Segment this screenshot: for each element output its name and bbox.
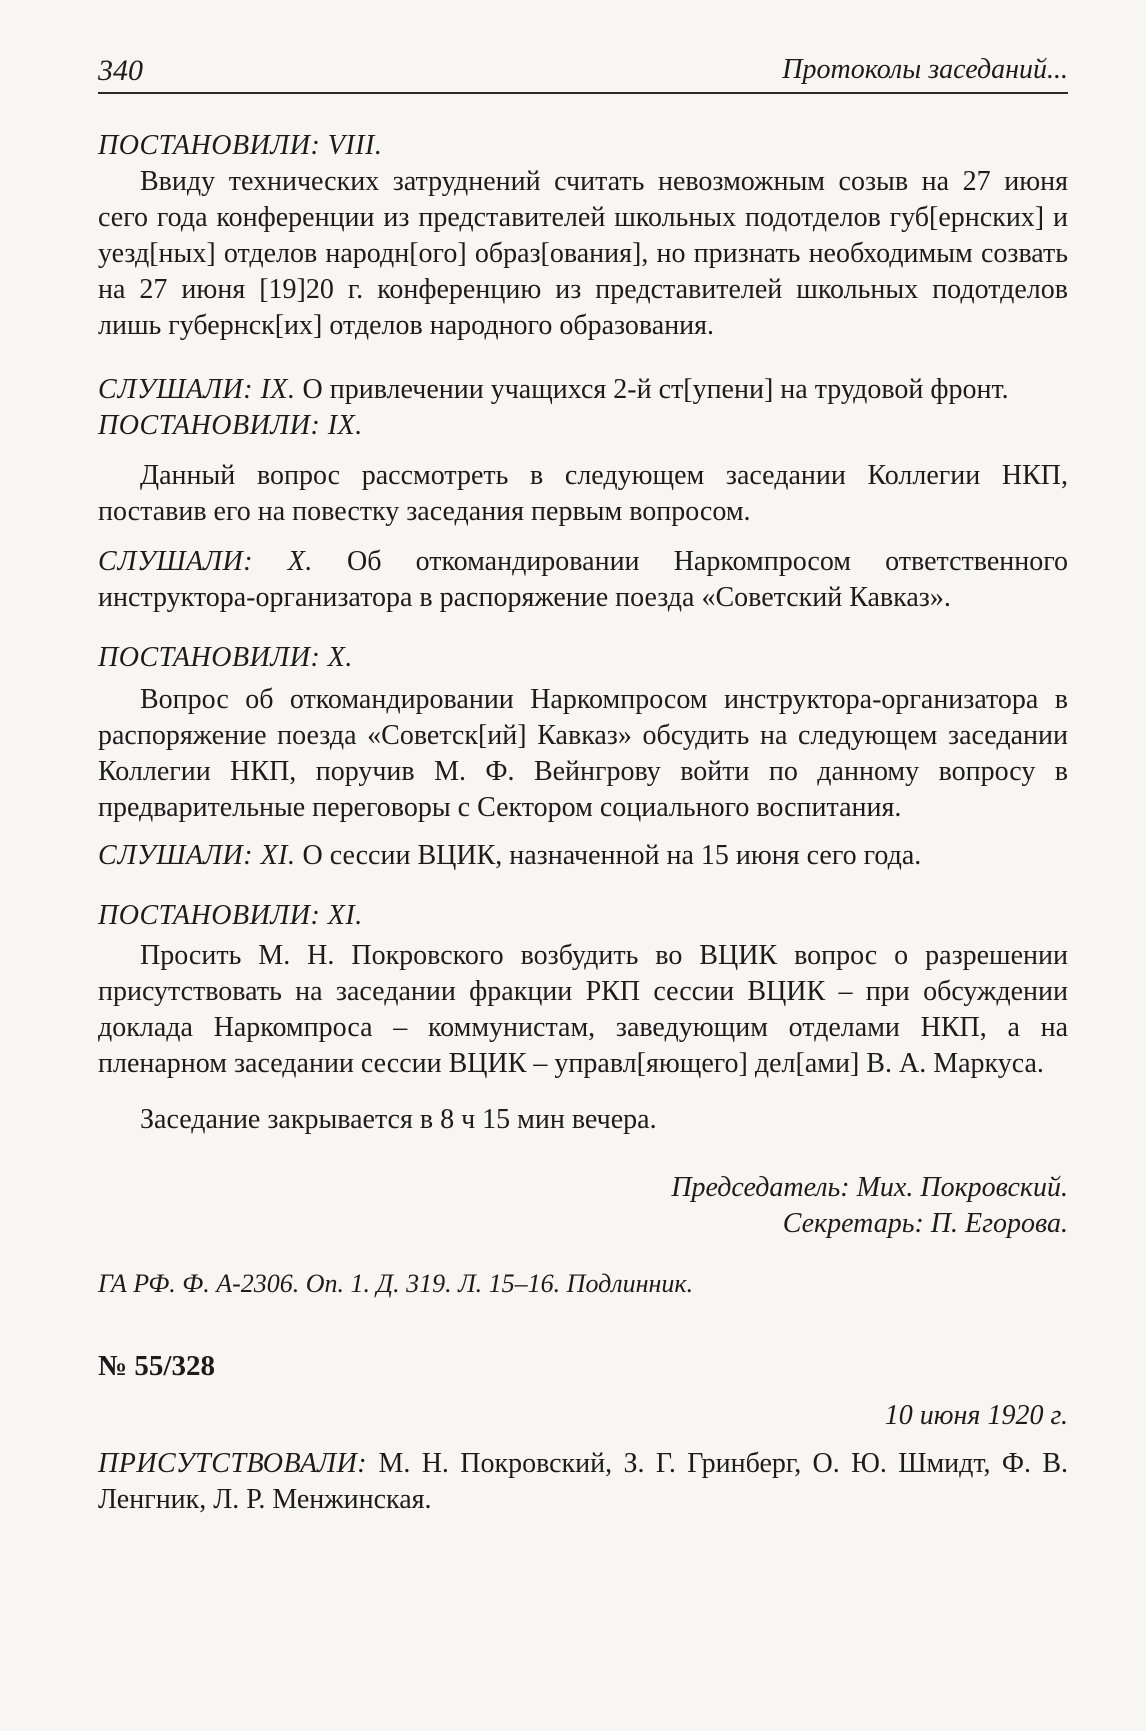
present-block: [98, 1446, 1068, 1518]
heard-10: [98, 544, 1068, 616]
resolved-text-8: Ввиду технических затруднений считать невозможным созыв на 27 июня сего года конференции из представителей школьных подотделов губ[ернских] и уезд[ных] отделов народн[ого] образ[ования], но признать необходимым созвать на 27 июня [19]20 г. конференцию из представителей школьных подотделов лишь губернск[их] отделов народного образования.: [98, 166, 1068, 341]
heard-text-10: Об откомандировании Наркомпросом ответственного инструктора-организатора в распоряжение поезда «Советский Кавказ».: [98, 546, 1068, 613]
secretary-signature: Секретарь: П. Егорова.: [782, 1208, 1068, 1239]
resolved-heading-8: ПОСТАНОВИЛИ: VIII.: [98, 130, 383, 161]
resolved-heading-9: ПОСТАНОВИЛИ: IX.: [98, 410, 363, 441]
chair-signature: Председатель: Мих. Покровский.: [671, 1172, 1068, 1203]
page-number: 340: [98, 54, 143, 87]
heard-label-11: СЛУШАЛИ: XI.: [98, 840, 296, 871]
present-text: М. Н. Покровский, З. Г. Гринберг, О. Ю. Шмидт, Ф. В. Ленгник, Л. Р. Менжинская.: [98, 1448, 1069, 1515]
document-number: № 55/328: [98, 1350, 215, 1382]
resolved-text-10: Вопрос об откомандировании Наркомпросом инструктора-организатора в распоряжение поезда «Советск[ий] Кавказ» обсудить на следующем заседании Коллегии НКП, поручив М. Ф. Вейнгрову войти по данному вопросу в предварительные переговоры с Сектором социального воспитания.: [98, 684, 1068, 823]
heard-11: [98, 838, 1068, 874]
running-title: Протоколы заседаний...: [782, 54, 1068, 85]
page-header: [98, 52, 1068, 94]
resolved-heading-11: ПОСТАНОВИЛИ: XI.: [98, 900, 363, 931]
heard-label-9: СЛУШАЛИ: IX.: [98, 374, 296, 405]
archive-source: ГА РФ. Ф. А-2306. Оп. 1. Д. 319. Л. 15–16. Подлинник.: [98, 1269, 694, 1298]
heard-text-11: О сессии ВЦИК, назначенной на 15 июня сего года.: [302, 840, 922, 871]
document-date: 10 июня 1920 г.: [884, 1400, 1068, 1431]
page-body: [98, 128, 1068, 1518]
heard-text-9: О привлечении учащихся 2-й ст[упени] на трудовой фронт.: [302, 374, 1009, 405]
present-label: ПРИСУТСТВОВАЛИ:: [98, 1448, 368, 1479]
closing-line: Заседание закрывается в 8 ч 15 мин вечера.: [140, 1104, 657, 1135]
heard-9: [98, 372, 1068, 408]
heard-label-10: СЛУШАЛИ: X.: [98, 546, 313, 577]
resolved-text-11: Просить М. Н. Покровского возбудить во ВЦИК вопрос о разрешении присутствовать на заседании фракции РКП сессии ВЦИК – при обсуждении доклада Наркомпроса – коммунистам, заведующим отделами НКП, а на пленарном заседании сессии ВЦИК – управл[яющего] дел[ами] В. А. Маркуса.: [98, 940, 1068, 1079]
resolved-heading-10: ПОСТАНОВИЛИ: X.: [98, 642, 353, 673]
resolved-text-9: Данный вопрос рассмотреть в следующем заседании Коллегии НКП, поставив его на повестку заседания первым вопросом.: [98, 460, 1068, 527]
